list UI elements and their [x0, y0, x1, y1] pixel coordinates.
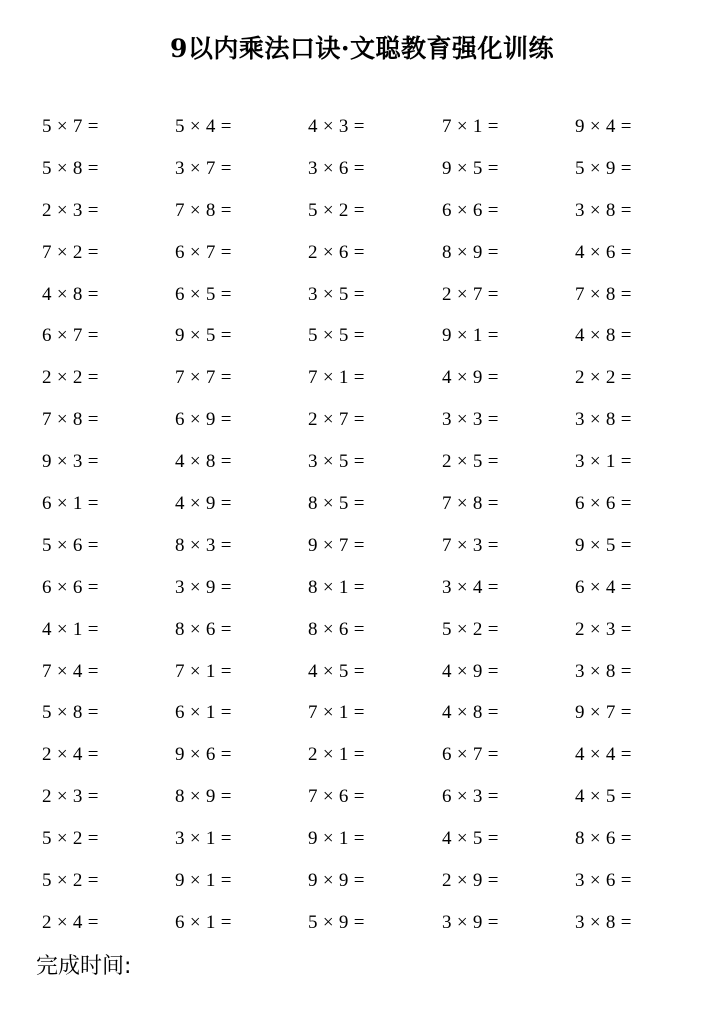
multiplication-problem: 3 × 5 = [308, 451, 365, 473]
multiplication-problem: 5 × 8 = [42, 157, 99, 179]
multiplication-problem: 4 × 9 = [175, 492, 232, 514]
multiplication-problem: 7 × 8 = [175, 199, 232, 221]
multiplication-problem: 2 × 4 = [42, 744, 99, 766]
multiplication-problem: 4 × 9 = [442, 660, 499, 682]
multiplication-problem: 2 × 6 = [308, 241, 365, 263]
multiplication-problem: 4 × 9 = [442, 367, 499, 389]
multiplication-problem: 7 × 8 = [575, 283, 632, 305]
multiplication-problem: 9 × 5 = [575, 534, 632, 556]
multiplication-problem: 6 × 6 = [42, 576, 99, 598]
multiplication-problem: 2 × 3 = [42, 199, 99, 221]
multiplication-problem: 6 × 7 = [175, 241, 232, 263]
multiplication-problem: 2 × 7 = [442, 283, 499, 305]
multiplication-problem: 4 × 3 = [308, 115, 365, 137]
multiplication-problem: 7 × 1 = [442, 115, 499, 137]
multiplication-problem: 4 × 8 = [575, 325, 632, 347]
multiplication-problem: 6 × 1 = [175, 702, 232, 724]
multiplication-problem: 9 × 5 = [175, 325, 232, 347]
multiplication-problem: 3 × 8 = [575, 199, 632, 221]
multiplication-problem: 9 × 4 = [575, 115, 632, 137]
multiplication-problem: 6 × 3 = [442, 786, 499, 808]
multiplication-problem: 3 × 3 = [442, 409, 499, 431]
multiplication-problem: 5 × 4 = [175, 115, 232, 137]
multiplication-problem: 4 × 8 = [175, 451, 232, 473]
multiplication-problem: 6 × 5 = [175, 283, 232, 305]
multiplication-problem: 2 × 2 = [575, 367, 632, 389]
multiplication-problem: 8 × 1 = [308, 576, 365, 598]
multiplication-problem: 9 × 1 = [175, 869, 232, 891]
multiplication-problem: 5 × 7 = [42, 115, 99, 137]
multiplication-problem: 8 × 9 = [442, 241, 499, 263]
multiplication-problem: 3 × 9 = [442, 911, 499, 933]
multiplication-problem: 3 × 4 = [442, 576, 499, 598]
multiplication-problem: 2 × 1 = [308, 744, 365, 766]
multiplication-problem: 4 × 5 = [575, 786, 632, 808]
problem-grid [42, 106, 682, 944]
multiplication-problem: 3 × 1 = [175, 828, 232, 850]
multiplication-problem: 2 × 7 = [308, 409, 365, 431]
multiplication-problem: 7 × 3 = [442, 534, 499, 556]
completion-time-label: 完成时间: [36, 954, 132, 979]
multiplication-problem: 4 × 5 = [442, 828, 499, 850]
multiplication-problem: 8 × 3 = [175, 534, 232, 556]
multiplication-problem: 5 × 8 = [42, 702, 99, 724]
multiplication-problem: 6 × 4 = [575, 576, 632, 598]
multiplication-problem: 3 × 8 = [575, 409, 632, 431]
multiplication-problem: 6 × 9 = [175, 409, 232, 431]
worksheet-title: 9以内乘法口诀·文聪教育强化训练 [169, 34, 555, 63]
multiplication-problem: 3 × 5 = [308, 283, 365, 305]
multiplication-problem: 7 × 8 = [42, 409, 99, 431]
multiplication-problem: 7 × 6 = [308, 786, 365, 808]
multiplication-problem: 2 × 2 = [42, 367, 99, 389]
multiplication-problem: 2 × 4 = [42, 911, 99, 933]
multiplication-problem: 2 × 9 = [442, 869, 499, 891]
multiplication-problem: 3 × 8 = [575, 911, 632, 933]
multiplication-problem: 4 × 6 = [575, 241, 632, 263]
multiplication-problem: 8 × 5 = [308, 492, 365, 514]
multiplication-problem: 3 × 8 = [575, 660, 632, 682]
multiplication-problem: 5 × 6 = [42, 534, 99, 556]
multiplication-problem: 6 × 6 = [575, 492, 632, 514]
multiplication-problem: 3 × 6 = [575, 869, 632, 891]
multiplication-problem: 2 × 5 = [442, 451, 499, 473]
multiplication-problem: 7 × 8 = [442, 492, 499, 514]
multiplication-problem: 8 × 6 = [175, 618, 232, 640]
multiplication-problem: 9 × 5 = [442, 157, 499, 179]
multiplication-problem: 9 × 1 = [308, 828, 365, 850]
multiplication-problem: 3 × 1 = [575, 451, 632, 473]
multiplication-problem: 4 × 8 = [442, 702, 499, 724]
multiplication-problem: 7 × 2 = [42, 241, 99, 263]
multiplication-problem: 3 × 9 = [175, 576, 232, 598]
multiplication-problem: 5 × 2 = [442, 618, 499, 640]
multiplication-problem: 6 × 7 = [42, 325, 99, 347]
multiplication-problem: 7 × 4 = [42, 660, 99, 682]
multiplication-problem: 5 × 9 = [308, 911, 365, 933]
multiplication-problem: 7 × 1 = [308, 367, 365, 389]
multiplication-problem: 4 × 8 = [42, 283, 99, 305]
multiplication-problem: 3 × 6 = [308, 157, 365, 179]
multiplication-problem: 9 × 3 = [42, 451, 99, 473]
multiplication-problem: 2 × 3 = [42, 786, 99, 808]
multiplication-problem: 5 × 2 = [42, 869, 99, 891]
multiplication-problem: 9 × 6 = [175, 744, 232, 766]
multiplication-problem: 7 × 1 = [175, 660, 232, 682]
multiplication-problem: 7 × 1 = [308, 702, 365, 724]
multiplication-problem: 8 × 6 = [308, 618, 365, 640]
multiplication-problem: 5 × 2 = [42, 828, 99, 850]
multiplication-problem: 7 × 7 = [175, 367, 232, 389]
multiplication-problem: 6 × 6 = [442, 199, 499, 221]
multiplication-problem: 6 × 1 = [42, 492, 99, 514]
multiplication-problem: 3 × 7 = [175, 157, 232, 179]
multiplication-problem: 5 × 9 = [575, 157, 632, 179]
multiplication-problem: 2 × 3 = [575, 618, 632, 640]
multiplication-problem: 4 × 1 = [42, 618, 99, 640]
multiplication-problem: 9 × 9 = [308, 869, 365, 891]
multiplication-problem: 4 × 5 = [308, 660, 365, 682]
multiplication-problem: 5 × 2 = [308, 199, 365, 221]
multiplication-problem: 4 × 4 = [575, 744, 632, 766]
multiplication-problem: 8 × 9 = [175, 786, 232, 808]
multiplication-problem: 9 × 7 = [308, 534, 365, 556]
multiplication-problem: 9 × 1 = [442, 325, 499, 347]
multiplication-problem: 6 × 1 = [175, 911, 232, 933]
multiplication-problem: 8 × 6 = [575, 828, 632, 850]
multiplication-problem: 9 × 7 = [575, 702, 632, 724]
multiplication-problem: 5 × 5 = [308, 325, 365, 347]
multiplication-problem: 6 × 7 = [442, 744, 499, 766]
